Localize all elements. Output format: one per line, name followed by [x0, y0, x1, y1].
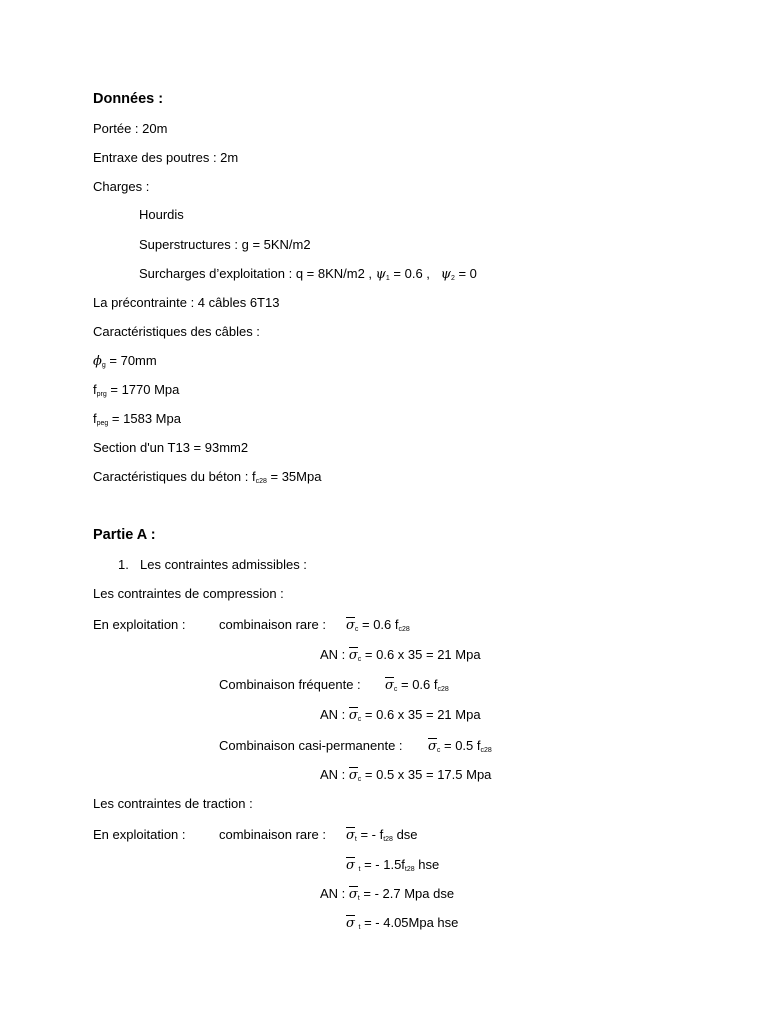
traction-hse-suffix: hse	[414, 857, 440, 872]
c28-subscript: c28	[398, 626, 410, 633]
formula-traction-an-dse	[320, 886, 454, 903]
sigma-bar-symbol: σ	[348, 768, 358, 783]
label-en-exploitation: En exploitation :	[93, 827, 186, 842]
t28-subscript: t28	[404, 866, 415, 873]
sigma-bar-symbol: σ	[385, 678, 394, 693]
line-traction-title: Les contraintes de traction :	[93, 796, 253, 811]
formula-frequente	[385, 677, 449, 694]
fpeg-symbol: f	[93, 411, 97, 426]
traction-dse-suffix: dse	[392, 827, 418, 842]
label-combinaison-rare: combinaison rare :	[219, 827, 326, 842]
phi-value: = 70mm	[105, 353, 157, 368]
traction-hse-text: = - 1.5f	[364, 857, 405, 872]
an-label: AN :	[320, 647, 346, 662]
formula-frequente-an	[320, 707, 481, 724]
an-label: AN :	[320, 767, 346, 782]
formula-frequente-text: = 0.6 f	[401, 677, 438, 692]
line-hourdis: Hourdis	[139, 207, 184, 222]
fprg-subscript: prg	[96, 391, 107, 398]
sigma-bar-symbol: σ	[346, 618, 355, 633]
formula-rare-text: = 0.6 f	[362, 617, 399, 632]
line-caracteristiques-cables: Caractéristiques des câbles :	[93, 324, 260, 339]
fprg-symbol: f	[93, 382, 97, 397]
line-section-t13: Section d'un T13 = 93mm2	[93, 440, 249, 455]
sigma-subscript-t: t	[358, 924, 361, 931]
c28-subscript: c28	[480, 747, 492, 754]
sigma-bar-symbol: σ	[346, 828, 355, 843]
phi-symbol: ϕ	[93, 354, 102, 369]
sigma-subscript-c: c	[393, 686, 398, 693]
psi-symbol: ψ	[440, 267, 451, 282]
casi-an-value: = 0.5 x 35 = 17.5 Mpa	[364, 767, 492, 782]
beton-subscript: c28	[255, 478, 267, 485]
psi2-value: = 0	[454, 266, 477, 281]
traction-dse-text: = - f	[360, 827, 384, 842]
fpeg-value: = 1583 Mpa	[108, 411, 181, 426]
sigma-subscript-c: c	[436, 747, 441, 754]
psi2-subscript: 2	[450, 275, 455, 282]
sigma-bar-symbol: σ	[346, 858, 355, 873]
an-label: AN :	[320, 707, 346, 722]
line-fprg	[93, 382, 179, 398]
psi1-subscript: 1	[385, 275, 390, 282]
formula-casi	[428, 738, 492, 755]
line-compression-title: Les contraintes de compression :	[93, 586, 284, 601]
frequente-an-value: = 0.6 x 35 = 21 Mpa	[364, 707, 481, 722]
formula-traction-an-hse	[346, 915, 458, 932]
line-entraxe: Entraxe des poutres : 2m	[93, 150, 239, 165]
sigma-bar-symbol: σ	[346, 916, 355, 931]
t28-subscript: t28	[383, 836, 393, 843]
fprg-value: = 1770 Mpa	[106, 382, 180, 397]
beton-text: Caractéristiques du béton : f	[93, 469, 256, 484]
sigma-subscript-c: c	[357, 776, 362, 783]
line-fpeg	[93, 411, 181, 427]
sigma-bar-symbol: σ	[348, 887, 358, 902]
line-beton	[93, 469, 321, 485]
psi1-value: = 0.6 ,	[389, 266, 430, 281]
sigma-bar-symbol: σ	[348, 708, 358, 723]
sigma-bar-symbol: σ	[428, 739, 437, 754]
formula-rare-an	[320, 647, 481, 664]
formula-casi-an	[320, 767, 491, 784]
section-heading-donnees: Données :	[93, 91, 164, 107]
line-precontrainte: La précontrainte : 4 câbles 6T13	[93, 295, 280, 310]
rare-an-value: = 0.6 x 35 = 21 Mpa	[364, 647, 481, 662]
sigma-subscript-t: t	[358, 866, 361, 873]
sigma-subscript-c: c	[357, 656, 362, 663]
section-heading-partie-a: Partie A :	[93, 527, 156, 543]
beton-value: = 35Mpa	[266, 469, 322, 484]
sigma-subscript-c: c	[354, 626, 359, 633]
label-en-exploitation: En exploitation :	[93, 617, 186, 632]
phi-subscript: g	[101, 362, 106, 369]
surcharges-text: Surcharges d’exploitation : q = 8KN/m2 ,	[139, 266, 373, 281]
traction-an-hse-value: = - 4.05Mpa hse	[364, 915, 459, 930]
formula-rare	[346, 617, 410, 634]
sigma-bar-symbol: σ	[348, 648, 358, 663]
psi-symbol: ψ	[375, 267, 386, 282]
sigma-subscript-c: c	[357, 716, 362, 723]
label-combinaison-casi-permanente: Combinaison casi-permanente :	[219, 738, 403, 753]
formula-traction-dse	[346, 827, 418, 844]
traction-an-dse-value: = - 2.7 Mpa dse	[363, 886, 455, 901]
c28-subscript: c28	[437, 686, 449, 693]
label-combinaison-rare: combinaison rare :	[219, 617, 326, 632]
line-charges: Charges :	[93, 179, 150, 194]
sigma-subscript-t: t	[354, 836, 357, 843]
line-surcharges	[139, 266, 477, 283]
list-item-number: 1.	[118, 557, 129, 572]
formula-traction-hse	[346, 857, 439, 874]
line-phi	[93, 353, 157, 370]
line-superstructures: Superstructures : g = 5KN/m2	[139, 237, 311, 252]
list-item-contraintes-admissibles: Les contraintes admissibles :	[140, 557, 307, 572]
an-label: AN :	[320, 886, 346, 901]
label-combinaison-frequente: Combinaison fréquente :	[219, 677, 361, 692]
fpeg-subscript: peg	[96, 420, 109, 427]
sigma-subscript-t: t	[357, 895, 360, 902]
line-portee: Portée : 20m	[93, 121, 168, 136]
formula-casi-text: = 0.5 f	[444, 738, 481, 753]
